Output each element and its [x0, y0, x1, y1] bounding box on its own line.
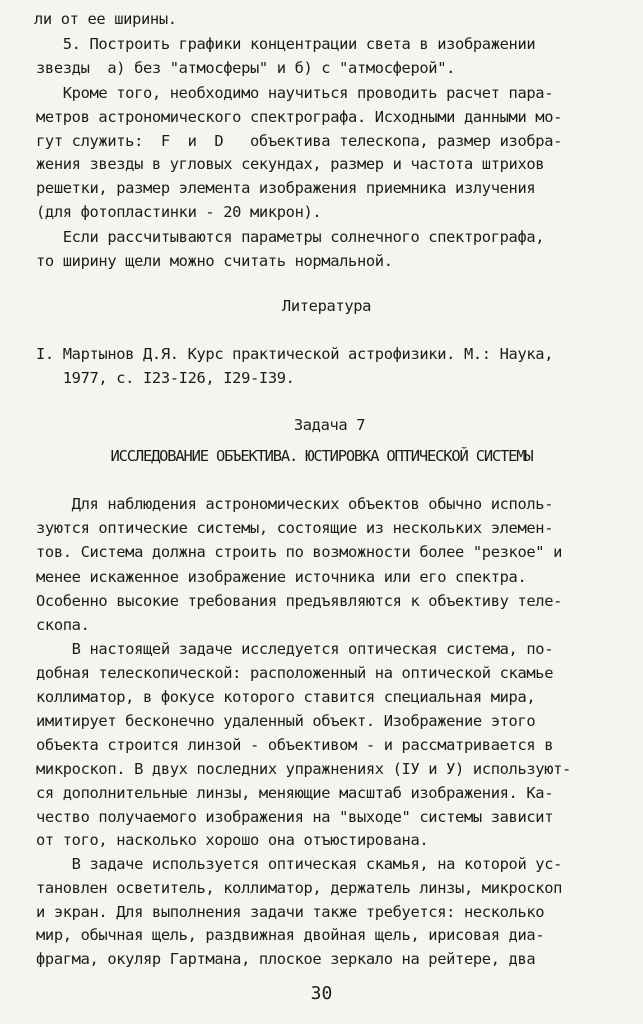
text-line: от того, насколько хорошо она отъюстирована.	[36, 831, 429, 849]
text-line: Кроме того, необходимо научиться проводить расчет пара-	[36, 84, 554, 102]
text-line: гут служить: F и D объектива телескопа, размер изобра-	[36, 132, 563, 150]
text-line: Для наблюдения астрономических объектов обычно исполь-	[36, 495, 554, 513]
text-line: ли от ее ширины.	[34, 10, 177, 28]
text-line: Особенно высокие требования предъявляются к объективу теле-	[36, 592, 563, 610]
text-line: тов. Система должна строить по возможности более "резкое" и	[36, 543, 563, 561]
reference-line: I. Мартынов Д.Я. Курс практической астрофизики. М.: Наука,	[36, 345, 554, 363]
text-line: (для фотопластинки - 20 микрон).	[36, 203, 322, 221]
text-line: микроскоп. В двух последних упражнениях (IУ и У) используют-	[36, 760, 571, 778]
reference-line: 1977, с. I23-I26, I29-I39.	[36, 369, 295, 387]
text-line: то ширину щели можно считать нормальной.	[36, 252, 393, 270]
text-line: зуются оптические системы, состоящие из нескольких элемен-	[36, 519, 554, 537]
page-number: 30	[310, 983, 333, 1004]
text-line: тановлен осветитель, коллиматор, держатель линзы, микроскоп	[36, 879, 563, 897]
text-line: В настоящей задаче исследуется оптическая система, по-	[36, 640, 554, 658]
literature-heading: Литература	[281, 297, 372, 315]
text-line: звезды а) без "атмосферы" и б) с "атмосферой".	[36, 59, 456, 77]
text-line: фрагма, окуляр Гартмана, плоское зеркало на рейтере, два	[36, 950, 536, 968]
text-line: добная телескопической: расположенный на оптической скамье	[36, 664, 554, 682]
text-line: и экран. Для выполнения задачи также требуется: несколько	[36, 903, 545, 921]
text-line: чество получаемого изображения на "выходе" системы зависит	[36, 808, 554, 826]
text-line: В задаче используется оптическая скамья, на которой ус-	[36, 855, 563, 873]
task-number: Задача 7	[293, 416, 366, 434]
text-line: объекта строится линзой - объективом - и рассматривается в	[36, 736, 554, 754]
text-line: метров астрономического спектрографа. Исходными данными мо-	[36, 108, 563, 126]
text-line: жения звезды в угловых секундах, размер и частота штрихов	[36, 155, 545, 173]
text-line: 5. Построить графики концентрации света в изображении	[36, 35, 536, 53]
text-line: решетки, размер элемента изображения приемника излучения	[36, 179, 536, 197]
text-line: менее искаженное изображение источника или его спектра.	[36, 568, 527, 586]
text-line: скопа.	[36, 616, 90, 634]
text-line: имитирует бесконечно удаленный объект. Изображение этого	[36, 712, 536, 730]
text-line: мир, обычная щель, раздвижная двойная щель, ирисовая диа-	[36, 926, 545, 944]
text-line: коллиматор, в фокусе которого ставится специальная мира,	[36, 688, 536, 706]
text-line: ся дополнительные линзы, меняющие масштаб изображения. Ка-	[36, 784, 554, 802]
text-line: Если рассчитываются параметры солнечного спектрографа,	[36, 228, 545, 246]
task-title: ИССЛЕДОВАНИЕ ОБЪЕКТИВА. ЮСТИРОВКА ОПТИЧЕСКОЙ СИСТЕМЫ	[110, 447, 533, 465]
